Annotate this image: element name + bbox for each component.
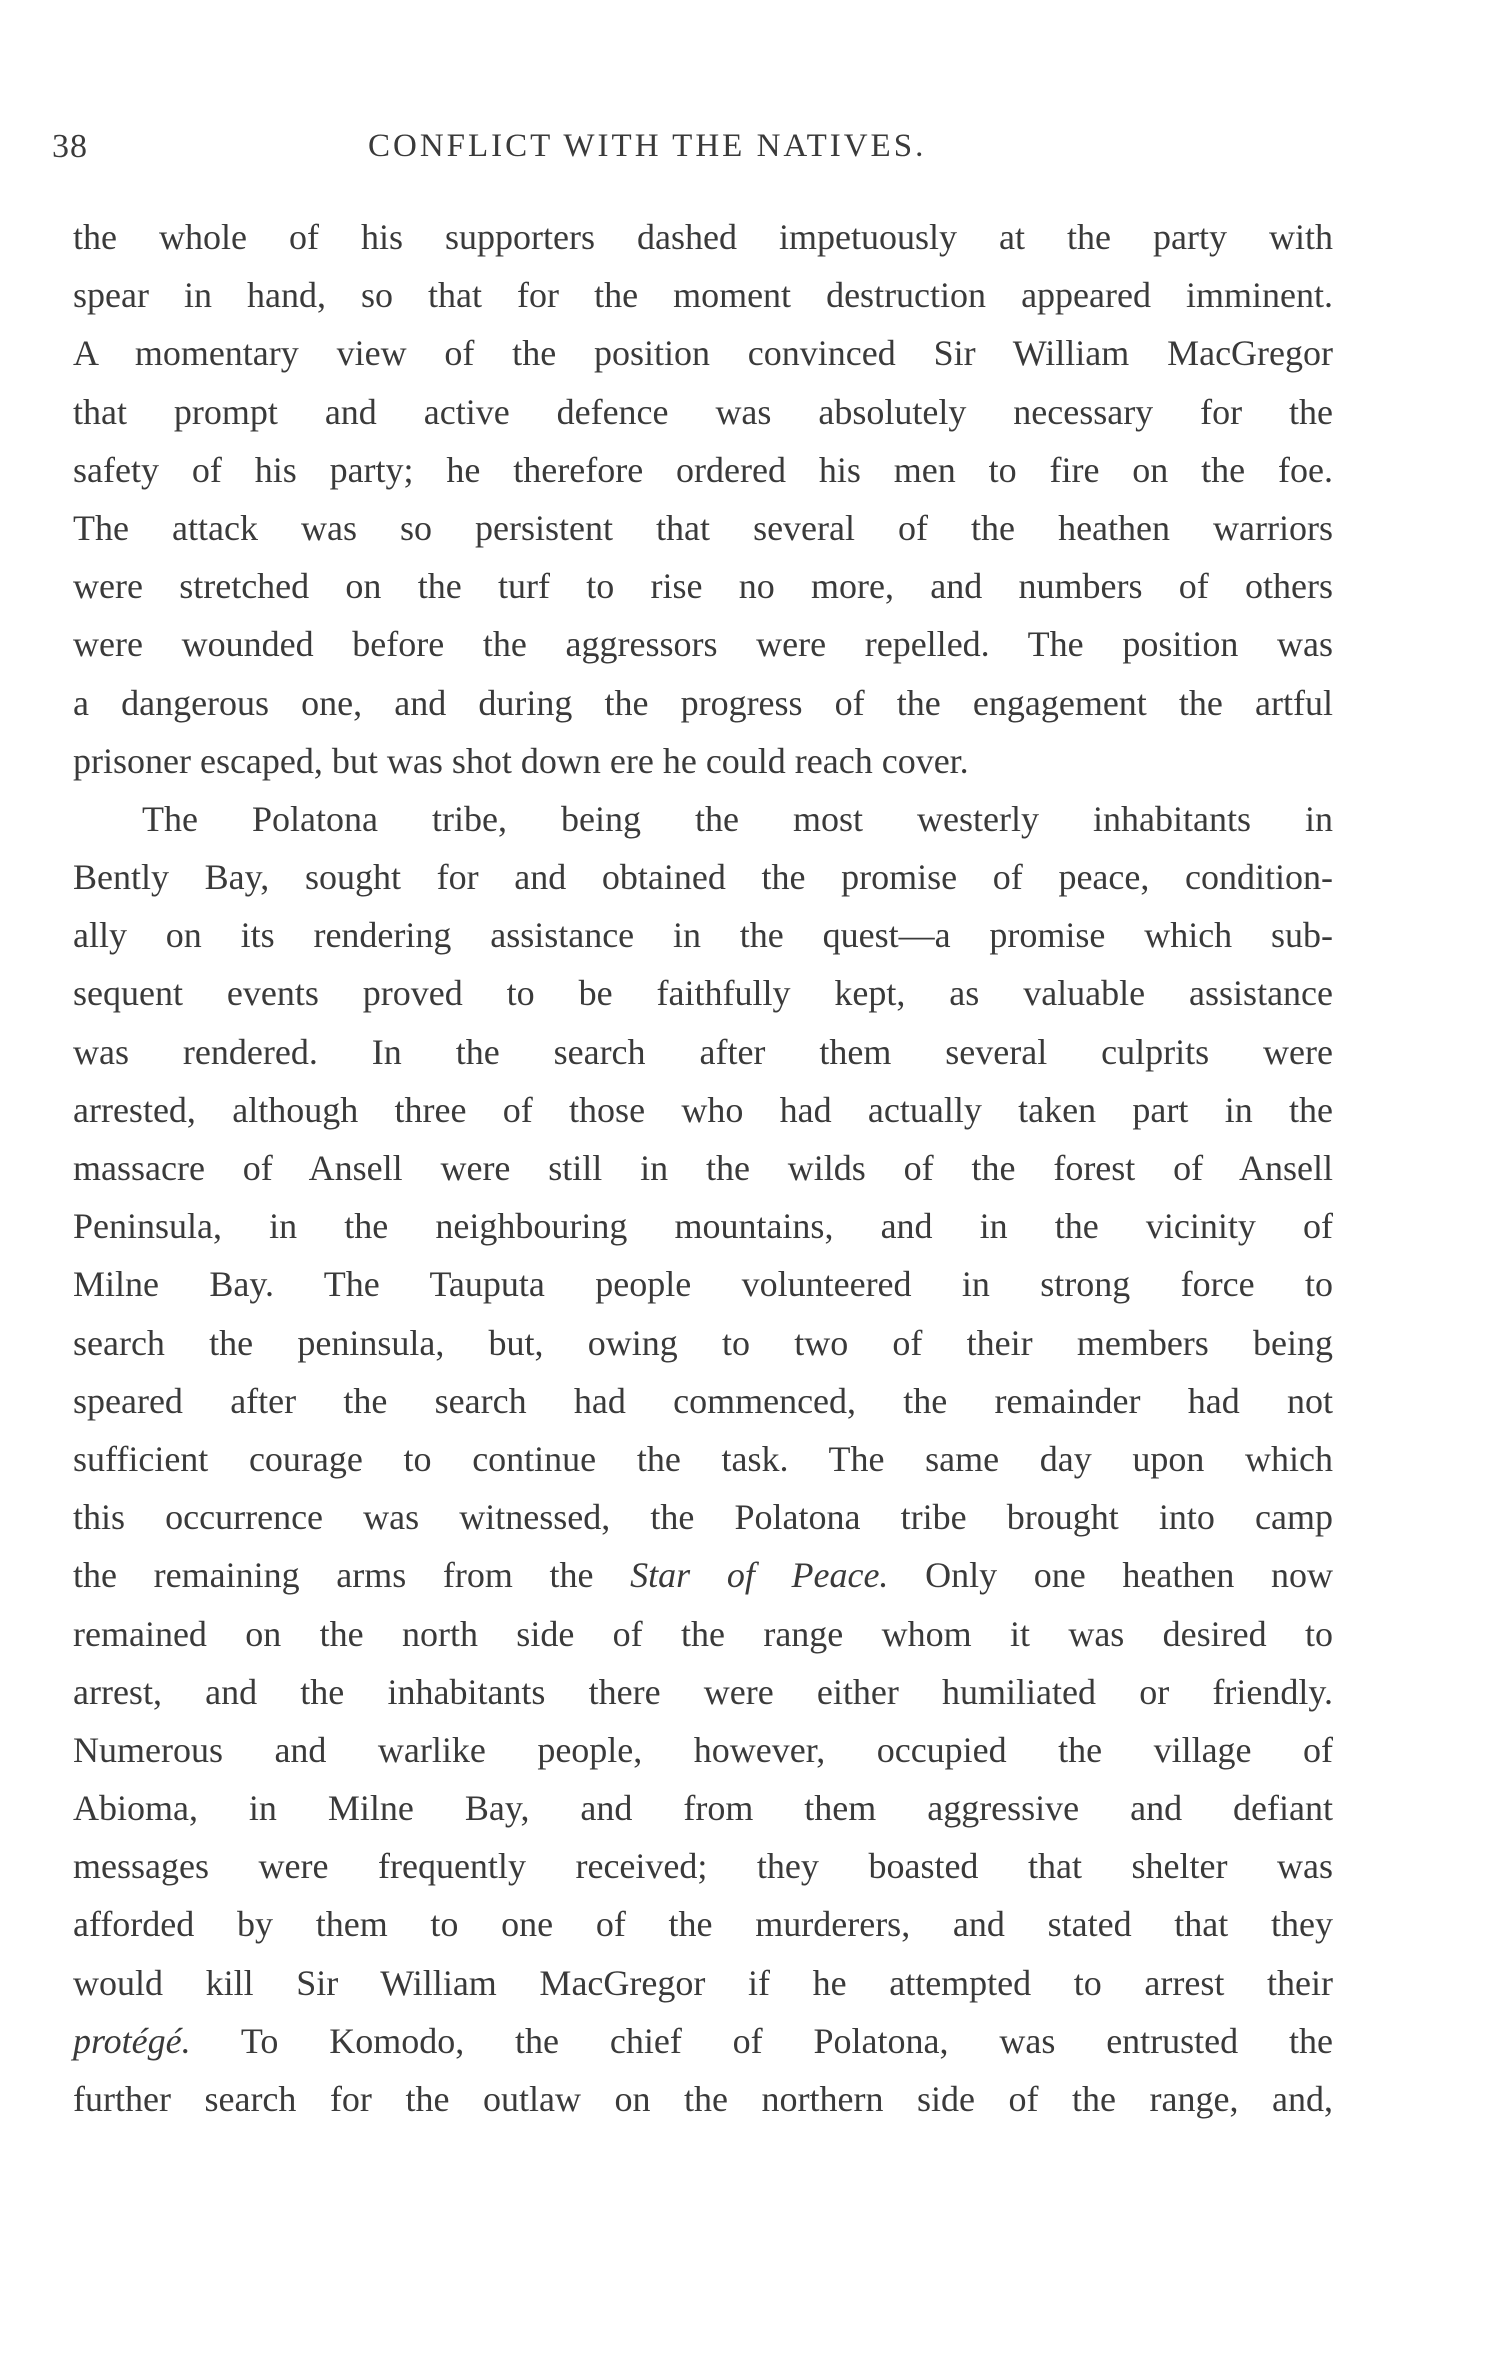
text-line: was rendered. In the search after them several culprits were [73, 1031, 1333, 1072]
text-line: prisoner escaped, but was shot down ere he could reach cover. [73, 740, 969, 781]
text-line: remained on the north side of the range whom it was desired to [73, 1613, 1333, 1654]
text-line [73, 1546, 1333, 1604]
text-line: that prompt and active defence was absolutely necessary for the [73, 391, 1333, 432]
text-line: messages were frequently received; they boasted that shelter was [73, 1846, 1333, 1887]
text-line: afforded by them to one of the murderers, and stated that they [73, 1904, 1333, 1945]
text-line: were stretched on the turf to rise no more, and numbers of others [73, 566, 1333, 607]
text-line: sequent events proved to be faithfully kept, as valuable assistance [73, 973, 1333, 1014]
text-line: Numerous and warlike people, however, occupied the village of [73, 1729, 1333, 1770]
page-header [52, 128, 1342, 178]
text-line: sufficient courage to continue the task. The same day upon which [73, 1438, 1333, 1479]
protege-italic: protégé. [73, 2020, 191, 2061]
text-line: The attack was so persistent that several of the heathen warriors [73, 507, 1333, 548]
text-line: Peninsula, in the neighbouring mountains, and in the vicinity of [73, 1206, 1333, 1247]
text-line: Milne Bay. The Tauputa people volunteered in strong force to [73, 1264, 1333, 1305]
text-line: massacre of Ansell were still in the wilds of the forest of Ansell [73, 1148, 1333, 1188]
text-line: A momentary view of the position convinced Sir William MacGregor [73, 333, 1333, 374]
text-line: a dangerous one, and during the progress of the engagement the artful [73, 682, 1333, 723]
text-segment: the remaining arms from the [73, 1555, 631, 1596]
body-text [73, 208, 1333, 2128]
text-line: ally on its rendering assistance in the quest—a promise which sub- [73, 915, 1333, 956]
text-line: the whole of his supporters dashed impetuously at the party with [73, 217, 1333, 257]
text-line [73, 2012, 1333, 2070]
text-line: spear in hand, so that for the moment destruction appeared imminent. [73, 275, 1333, 316]
text-segment: Only one heathen now [925, 1555, 1334, 1596]
running-title: CONFLICT WITH THE NATIVES. [368, 128, 927, 164]
ship-name-italic: Star of Peace. [630, 1555, 889, 1596]
text-line: further search for the outlaw on the northern side of the range, and, [73, 2079, 1333, 2119]
text-line: Abioma, in Milne Bay, and from them aggressive and defiant [73, 1788, 1333, 1829]
text-line: Bently Bay, sought for and obtained the promise of peace, condition- [73, 857, 1333, 898]
text-line: speared after the search had commenced, the remainder had not [73, 1380, 1333, 1421]
text-line: The Polatona tribe, being the most westerly inhabitants in [142, 798, 1333, 839]
text-line: were wounded before the aggressors were repelled. The position was [73, 624, 1333, 665]
text-line: safety of his party; he therefore ordered his men to fire on the foe. [73, 449, 1333, 490]
text-line: arrested, although three of those who had actually taken part in the [73, 1089, 1333, 1130]
text-line: would kill Sir William MacGregor if he attempted to arrest their [73, 1962, 1333, 2003]
text-line: this occurrence was witnessed, the Polatona tribe brought into camp [73, 1497, 1333, 1538]
text-line: search the peninsula, but, owing to two of their members being [73, 1322, 1333, 1363]
text-line: arrest, and the inhabitants there were either humiliated or friendly. [73, 1671, 1333, 1712]
page-number: 38 [52, 128, 88, 165]
text-segment: To Komodo, the chief of Polatona, was entrusted the [240, 2020, 1333, 2061]
